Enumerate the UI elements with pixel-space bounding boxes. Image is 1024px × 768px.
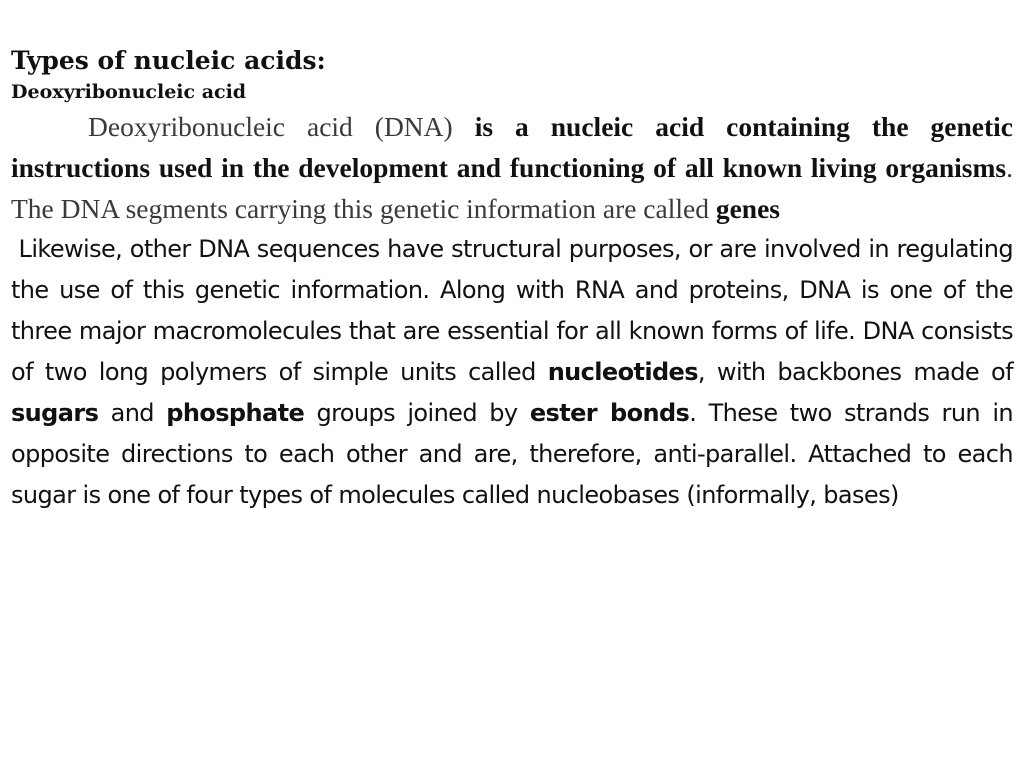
page-title: Types of nucleic acids: — [11, 46, 326, 75]
section-subtitle: Deoxyribonucleic acid — [11, 81, 247, 103]
structure-text-5: . These two strands run in opposite directions to each other and are, therefore, anti-parallel. Attached to each sugar is one of four types of molecules called nucleobases (informally, bases) — [11, 399, 1014, 509]
sugars-term: sugars — [11, 399, 99, 427]
structure-text-3: and — [110, 399, 154, 427]
phosphate-term: phosphate — [166, 399, 305, 427]
nucleotides-term: nucleotides — [547, 358, 698, 386]
structure-text-4: groups joined by — [316, 399, 518, 427]
structure-text-2: , with backbones made of — [697, 358, 1013, 386]
ester-bonds-term: ester bonds — [529, 399, 690, 427]
definition-subject: Deoxyribonucleic acid (DNA) — [88, 111, 453, 142]
structure-text-1: Likewise, other DNA sequences have structural purposes, or are involved in regulating the use of this genetic information. Along with RNA and proteins, DNA is one of the three major macromolecules that are essential for all known forms of life. DNA consists of two long polymers of simple units called — [11, 235, 1013, 386]
genes-intro-text: . The DNA segments carrying this genetic information are called — [11, 152, 1013, 224]
dna-definition-paragraph — [11, 106, 1013, 229]
definition-bold-text: is a nucleic acid containing the genetic instructions used in the development and functioning of all known living organisms — [11, 111, 1013, 183]
dna-structure-paragraph — [11, 229, 1013, 516]
genes-term: genes — [715, 193, 781, 224]
